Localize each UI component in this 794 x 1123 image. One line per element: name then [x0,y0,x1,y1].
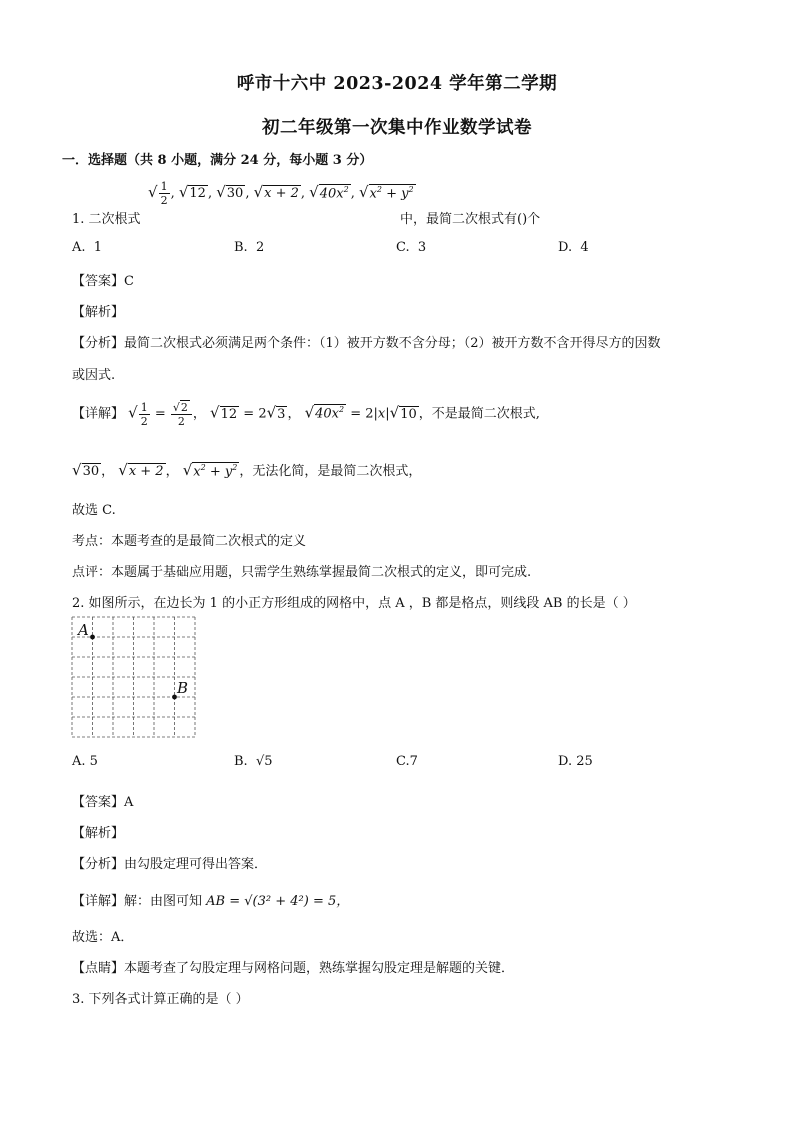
q1-kaodian: 考点：本题考查的是最简二次根式的定义 [72,534,307,549]
q1-option-c: C. 3 [396,240,427,255]
q1-option-d: D. 4 [558,240,589,255]
q1-fenxi-1: 【分析】最简二次根式必须满足两个条件：（1）被开方数不含分母；（2）被开方数不含开得尽方的因数 [72,336,661,351]
q2-answer: 【答案】A [72,795,134,810]
q1-option-b: B. 2 [234,240,265,255]
q2-stem: 2. 如图所示，在边长为 1 的小正方形组成的网格中，点 A ，B 都是格点，则线段 AB 的长是（ ） [72,596,636,611]
point-a-dot [90,635,95,640]
fraction-one-half: $\frac{1}{2}$ [160,180,168,207]
q1-prefix: 1. 二次根式 [72,212,141,227]
title-line-2: 初二年级第一次集中作业数学试卷 [262,118,532,138]
q1-dianping: 点评：本题属于基础应用题，只需学生熟练掌握最简二次根式的定义，即可完成. [72,565,532,580]
title-line-1: 呼市十六中 2023-2024 学年第二学期 [236,74,558,94]
q2-detail: 【详解】解：由图可知 AB = √(3² + 4²) = 5， [72,894,350,909]
q2-option-b: B. √5 [234,754,273,769]
q1-conclude: 故选 C. [72,503,116,518]
point-a-label: A [78,621,89,639]
q1-option-a: A. 1 [72,240,103,255]
grid-lines [72,617,195,737]
q1-detail-1: 【详解】 √ $\frac{1}{2}$ = $\frac{√2}{2}$ ， √12 = 2√3 ， $√40x^2 = 2|x|√10$ ，不是最简二次根式, [72,400,540,428]
q3-stem: 3. 下列各式计算正确的是（ ） [72,992,249,1007]
q2-conclude: 故选：A． [72,930,134,945]
q1-answer: 【答案】C [72,274,134,289]
q2-option-d: D. 25 [558,754,593,769]
q1-analysis-tag: 【解析】 [72,305,125,320]
q2-dianjing: 【点睛】本题考查了勾股定理与网格问题，熟练掌握勾股定理是解题的关键． [72,961,515,976]
q1-fenxi-2: 或因式. [72,368,116,383]
point-b-label: B [177,679,189,697]
section-heading: 一．选择题（共 8 小题，满分 24 分，每小题 3 分） [62,153,373,168]
q2-grid-figure [70,615,200,739]
q2-option-a: A. 5 [72,754,98,769]
q2-fenxi: 【分析】由勾股定理可得出答案． [72,857,268,872]
q1-suffix: 中，最简二次根式有()个 [400,212,541,227]
q2-analysis-tag: 【解析】 [72,826,125,841]
q2-option-c: C.7 [396,754,418,769]
q1-radicals: √ $\frac{1}{2}$ , √12 , √30 , √x + 2 , $√40x^2$ , $√x^2 + y^2$ [148,180,414,207]
q1-detail-2: √30 ， √x + 2 ， $√x^2 + y^2$ ，无法化简，是最简二次根式， [72,461,422,479]
